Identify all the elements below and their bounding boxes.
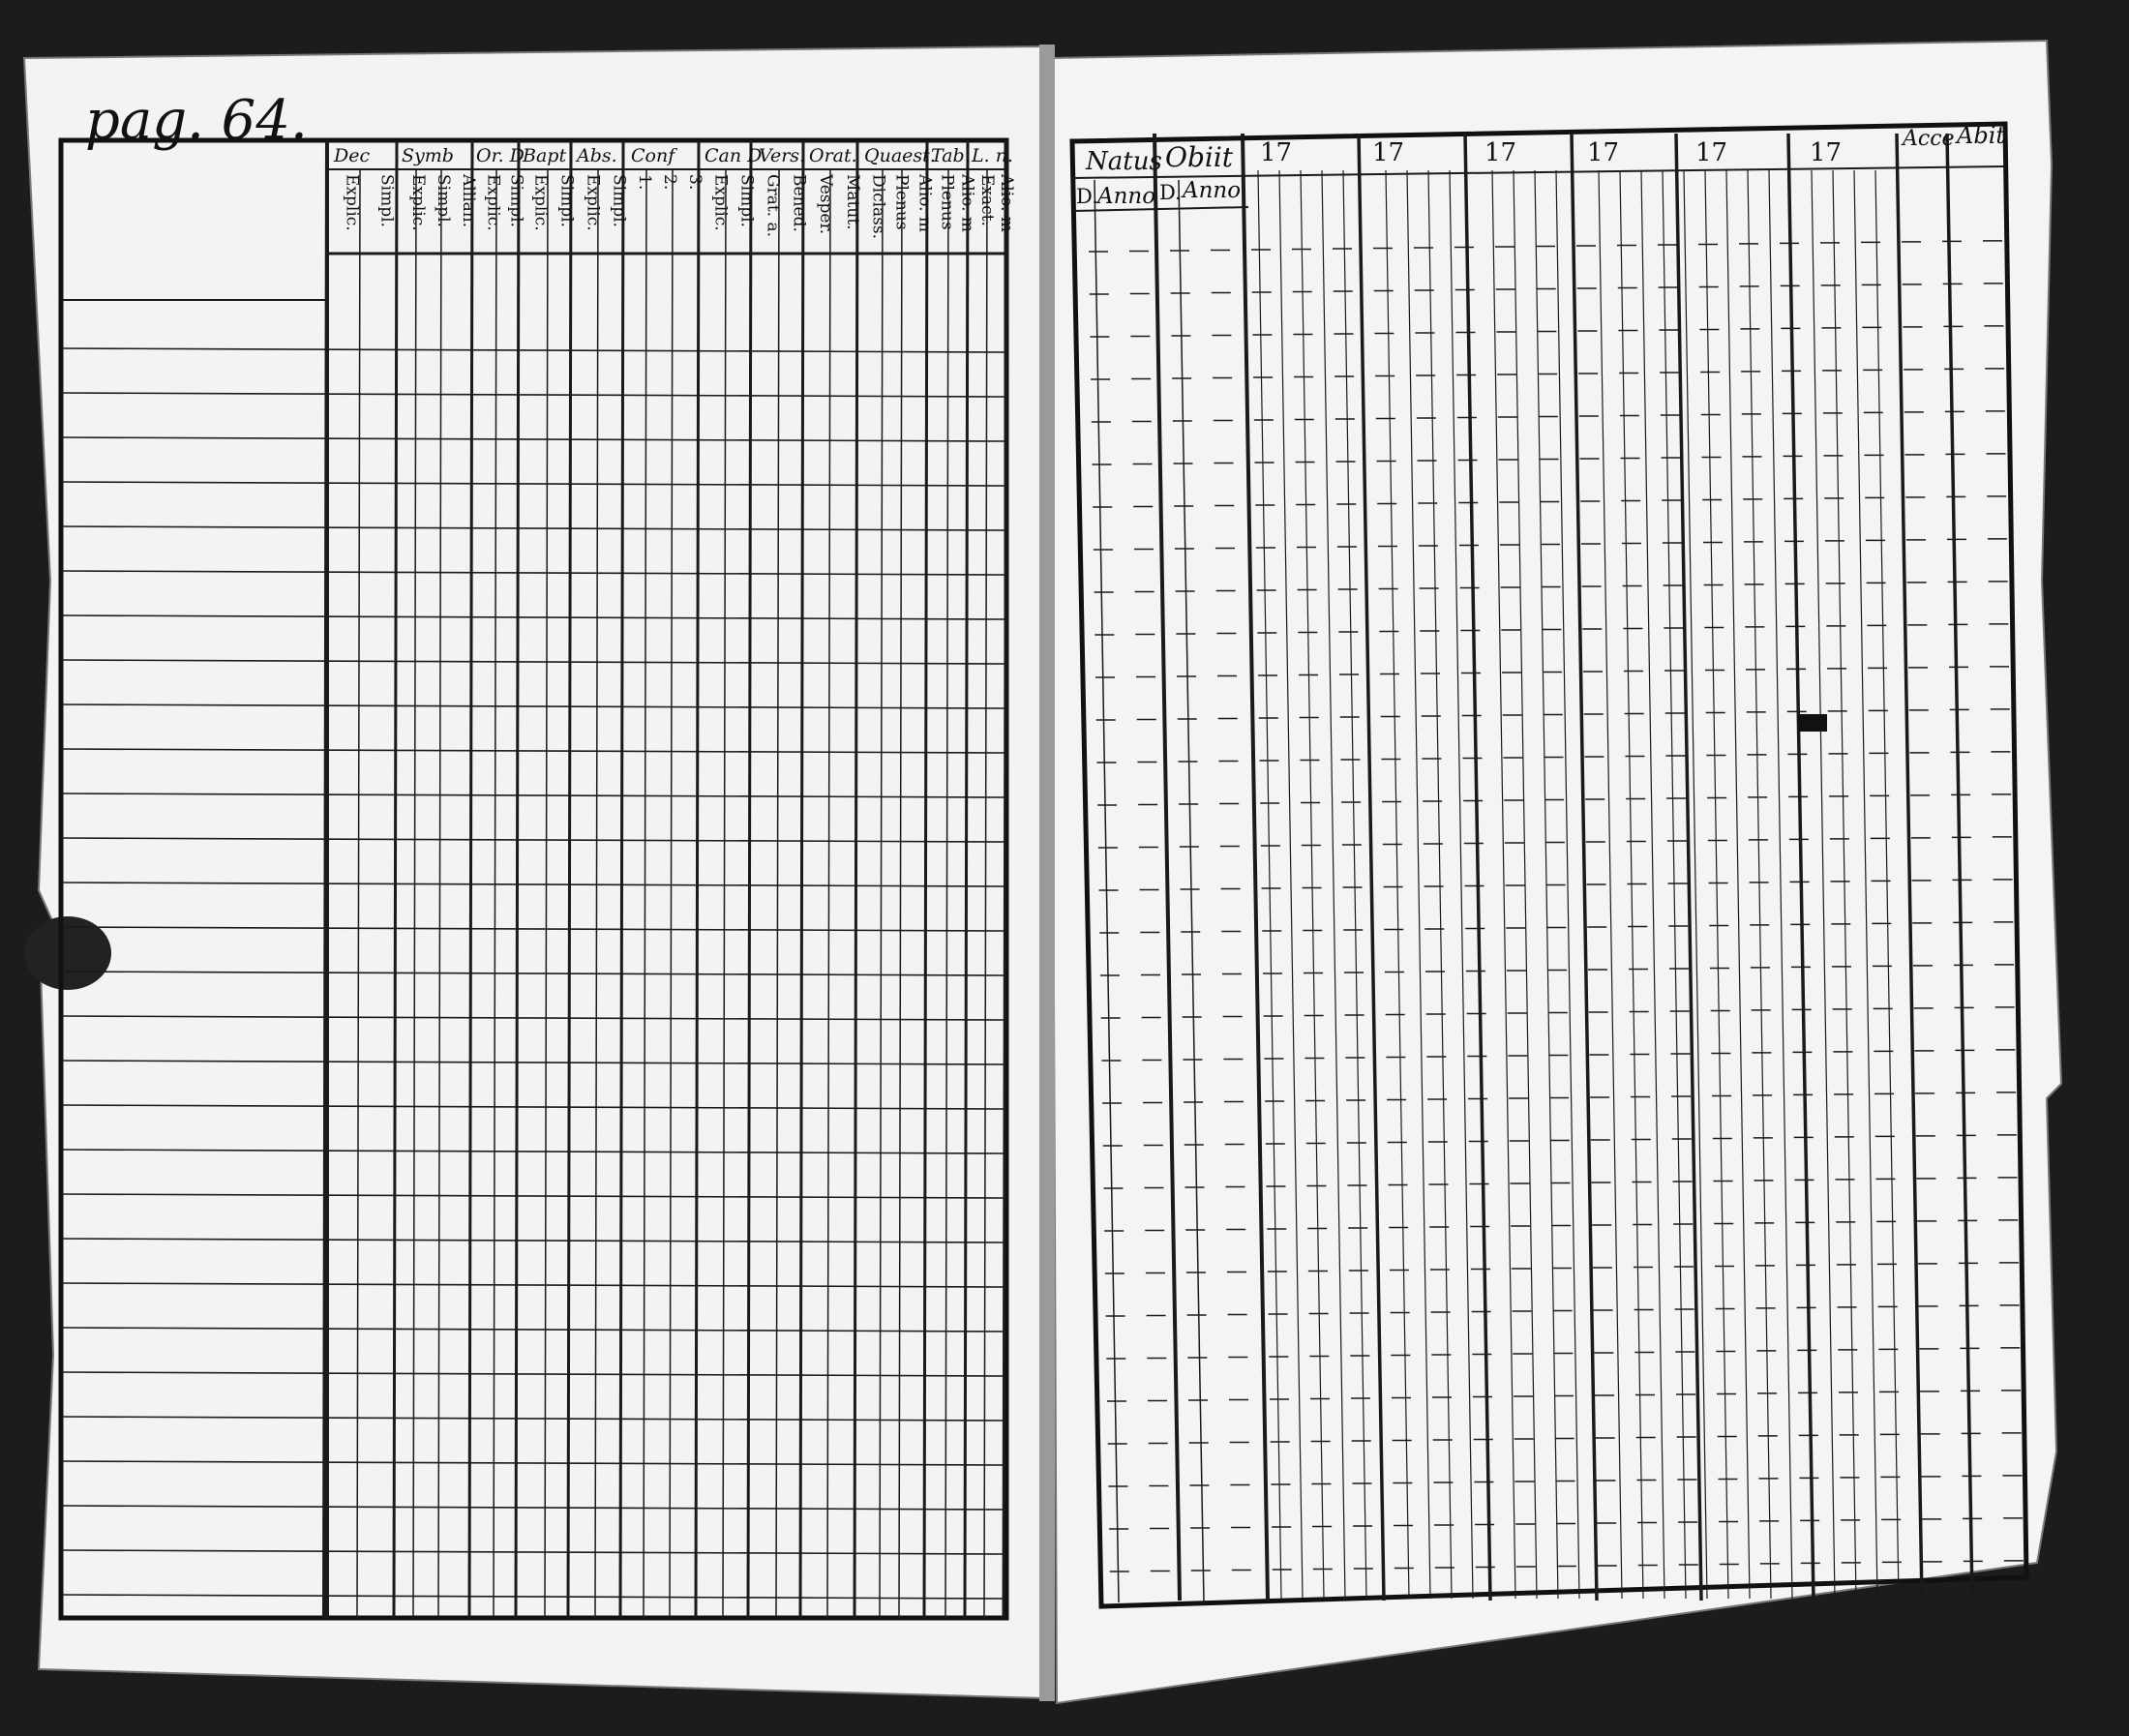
column-header-sub: Explic. <box>408 174 429 231</box>
obiit-year-header: Anno <box>1183 178 1242 203</box>
column-header-top: Quaest. <box>864 145 936 166</box>
year-column-3: 17 <box>1484 138 1517 167</box>
column-header-top: Can D <box>705 145 763 166</box>
ink-blot <box>1798 714 1827 732</box>
year-column-5: 17 <box>1695 138 1728 167</box>
column-header-sub: Explic. <box>342 174 362 231</box>
column-header-sub: Matut. <box>842 174 862 230</box>
column-header-sub: Exact. <box>977 174 997 226</box>
column-header-sub: Alio. m <box>957 174 977 233</box>
natus-day-header: D. <box>1076 185 1098 208</box>
column-header-sub: Simpl. <box>736 174 757 227</box>
column-header-sub: 3. <box>685 174 705 191</box>
column-header-sub: Diclass. <box>868 174 888 240</box>
year-column-2: 17 <box>1372 138 1405 167</box>
column-header-sub: 2. <box>660 174 680 191</box>
acce-header: Acce <box>1903 127 1955 151</box>
column-header-sub: Allian. <box>459 174 479 228</box>
natus-year-header: Anno <box>1097 184 1156 209</box>
column-header-sub: Bened. <box>789 174 809 232</box>
year-column-1: 17 <box>1260 138 1293 167</box>
column-header-sub: Simpl. <box>609 174 629 227</box>
column-header-top: Abs. <box>577 145 617 166</box>
column-header-top: L. n. <box>972 145 1013 166</box>
column-header-top: Symb <box>402 145 454 166</box>
obiit-day-header: D. <box>1159 181 1182 204</box>
column-header-sub: Plenus <box>891 174 912 230</box>
column-header-sub: Simpl. <box>434 174 454 227</box>
column-header-sub: Alio. m <box>915 174 935 233</box>
column-header-top: Tab. <box>931 145 971 166</box>
column-header-top: Dec <box>334 145 371 166</box>
abit-header: Abit <box>1957 122 2006 149</box>
column-header-sub: Vesper. <box>815 174 835 235</box>
year-column-4: 17 <box>1587 138 1620 167</box>
column-header-top: Bapt <box>523 145 567 166</box>
column-header-top: Orat. <box>809 145 857 166</box>
column-header-sub: Simpl. <box>506 174 526 227</box>
column-header-sub: Explic. <box>483 174 503 231</box>
year-column-6: 17 <box>1810 138 1843 167</box>
column-header-sub: Plenus <box>937 174 957 230</box>
column-header-top: Vers. <box>759 145 806 166</box>
obiit-header: Obiit <box>1165 141 1234 173</box>
column-header-sub: Explic. <box>530 174 551 231</box>
column-header-sub: Explic. <box>710 174 731 231</box>
column-header-top: Or. D <box>476 145 525 166</box>
natus-header: Natus <box>1086 147 1162 176</box>
column-header-sub: Alio. m <box>997 174 1016 233</box>
column-header-sub: Grat. a. <box>763 174 783 238</box>
book-gutter <box>1039 45 1055 1701</box>
page-label: pag. 64. <box>85 89 308 152</box>
column-header-sub: Simpl. <box>376 174 397 227</box>
column-header-sub: Explic. <box>583 174 603 231</box>
column-header-sub: Simpl. <box>556 174 577 227</box>
column-header-sub: 1. <box>635 174 655 191</box>
column-header-top: Conf <box>631 145 675 166</box>
left-page <box>24 46 1045 1698</box>
